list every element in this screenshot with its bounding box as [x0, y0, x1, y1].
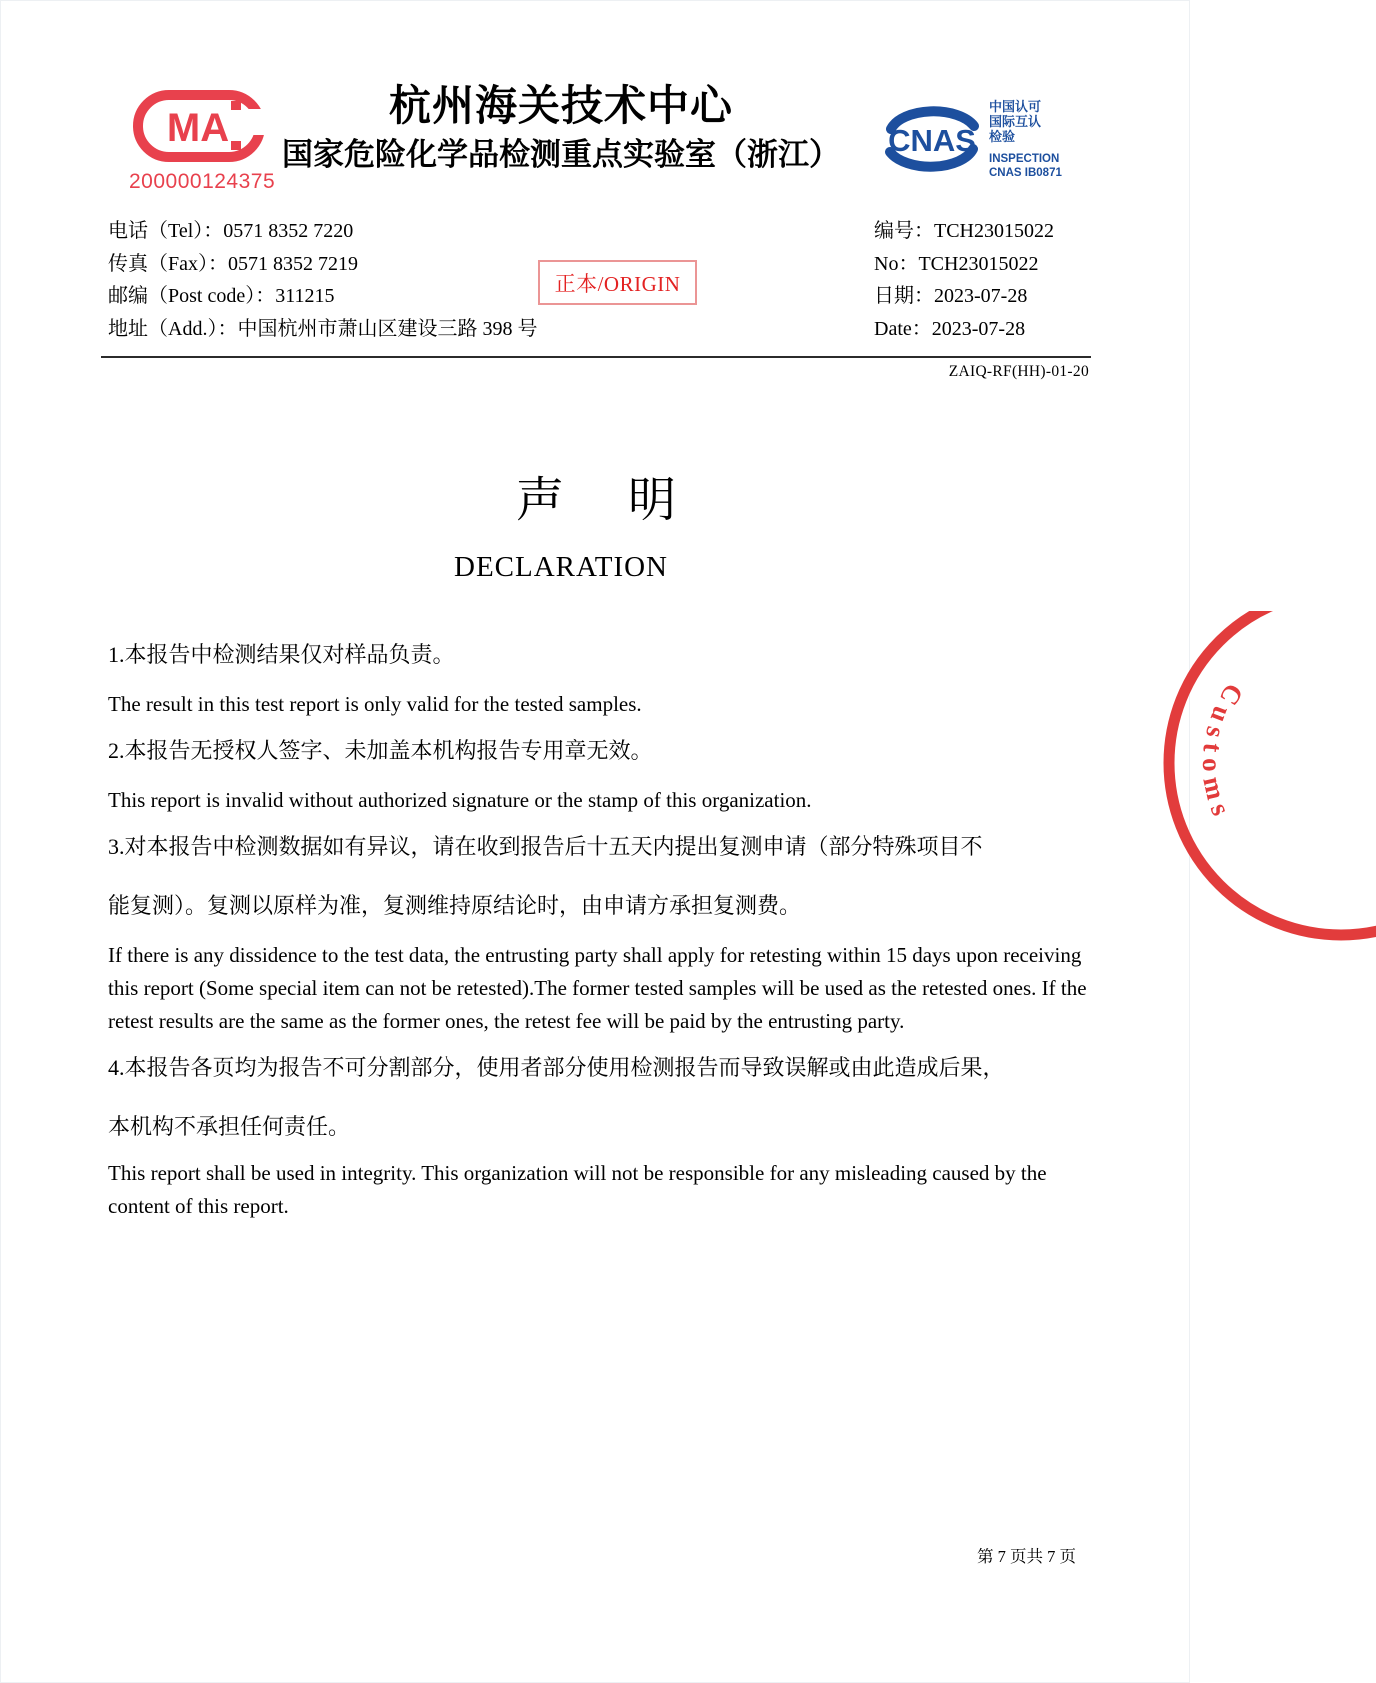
date-cn-label: 日期： [874, 285, 934, 307]
cnas-cert-no: CNAS IB0871 [989, 167, 1062, 179]
header-divider [101, 356, 1091, 358]
report-row-no-cn [874, 215, 1054, 248]
svg-text:MA: MA [166, 106, 230, 150]
paragraph-3-cn-line1: 3.对本报告中检测数据如有异议，请在收到报告后十五天内提出复测申请（部分特殊项目不 [108, 834, 983, 859]
lab-subtitle: 国家危险化学品检测重点实验室（浙江） [282, 137, 840, 172]
org-title: 杭州海关技术中心 [388, 84, 733, 130]
origin-stamp-text: 正本/ORIGIN [554, 271, 681, 296]
declaration-char1: 声 [515, 474, 564, 527]
cnas-cjk-line1: 中国认可 [989, 99, 1042, 114]
cnas-logo-block [881, 99, 1062, 180]
contact-row-address [108, 313, 537, 346]
address-label: 地址（Add.）： [108, 317, 238, 340]
cnas-inspection-label [989, 152, 1062, 180]
declaration-char2: 明 [628, 474, 677, 527]
report-row-date-en [874, 313, 1054, 346]
no-en-label: No： [874, 252, 919, 275]
svg-text:Customs: Customs [1196, 678, 1250, 827]
svg-text:CNAS: CNAS [888, 123, 976, 158]
report-number-block [874, 215, 1054, 345]
origin-stamp-box [538, 260, 697, 305]
declaration-title-en: DECLARATION [454, 551, 668, 583]
report-row-no-en [874, 248, 1054, 281]
fax-label: 传真（Fax）： [108, 252, 228, 275]
page-number: 第 7 页共 7 页 [977, 1547, 1076, 1566]
tel-value: 0571 8352 7220 [223, 220, 354, 242]
address-value: 中国杭州市萧山区建设三路 398 号 [237, 317, 538, 340]
postcode-value: 311215 [275, 285, 335, 307]
cnas-cjk-line2: 国际互认 [989, 114, 1042, 129]
form-code: ZAIQ-RF(HH)-01-20 [948, 363, 1089, 380]
fax-value: 0571 8352 7219 [228, 252, 358, 275]
no-cn-value: TCH23015022 [934, 220, 1054, 242]
paragraph-2-cn: 2.本报告无授权人签字、未加盖本机构报告专用章无效。 [108, 738, 653, 763]
report-row-date-cn [874, 280, 1054, 313]
declaration-title-cn [1, 461, 1191, 530]
paragraph-1-cn: 1.本报告中检测结果仅对样品负责。 [108, 642, 455, 667]
date-en-label: Date： [874, 317, 932, 340]
customs-seal-icon [1136, 611, 1376, 951]
header-title-block [251, 83, 871, 175]
contact-row-tel [108, 215, 537, 248]
contact-row-postcode [108, 280, 537, 313]
tel-label: 电话（Tel）： [108, 220, 224, 242]
paragraph-4-en: This report shall be used in integrity. This organization will not be responsible for any misleading caused by the content of this report. [108, 1161, 1047, 1218]
paragraph-1-en: The result in this test report is only valid for the tested samples. [108, 692, 642, 716]
no-cn-label: 编号： [874, 220, 934, 242]
paragraph-4-cn-line1: 4.本报告各页均为报告不可分割部分，使用者部分使用检测报告而导致误解或由此造成后果， [108, 1055, 1005, 1080]
postcode-label: 邮编（Post code）： [108, 285, 276, 307]
paragraph-2-en: This report is invalid without authorized signature or the stamp of this organization. [108, 788, 812, 812]
paragraph-3-en: If there is any dissidence to the test data, the entrusting party shall apply for retesting within 15 days upon receiving this report (Some special item can not be retested).The former tested samples will be used as the retested ones. If the retest results are the same as the former ones, the retest fee will be paid by the entrusting party. [108, 943, 1087, 1033]
declaration-body [108, 631, 1088, 1223]
cnas-inspection-word: INSPECTION [989, 153, 1060, 165]
cnas-logo-icon [881, 99, 983, 179]
cnas-accreditation-text [989, 99, 1062, 180]
date-cn-value: 2023-07-28 [934, 285, 1028, 307]
cma-logo-icon [132, 89, 266, 163]
paragraph-3-cn-line2: 能复测）。复测以原样为准，复测维持原结论时，由申请方承担复测费。 [108, 893, 802, 918]
cnas-cjk-line3: 检验 [989, 129, 1016, 144]
contact-row-fax [108, 248, 537, 281]
cma-license-number: 200000124375 [129, 170, 276, 193]
contact-info-block [108, 215, 537, 345]
date-en-value: 2023-07-28 [931, 317, 1026, 340]
paragraph-4-cn-line2: 本机构不承担任何责任。 [108, 1114, 351, 1139]
cma-logo-block [129, 89, 276, 194]
no-en-value: TCH23015022 [918, 252, 1039, 275]
